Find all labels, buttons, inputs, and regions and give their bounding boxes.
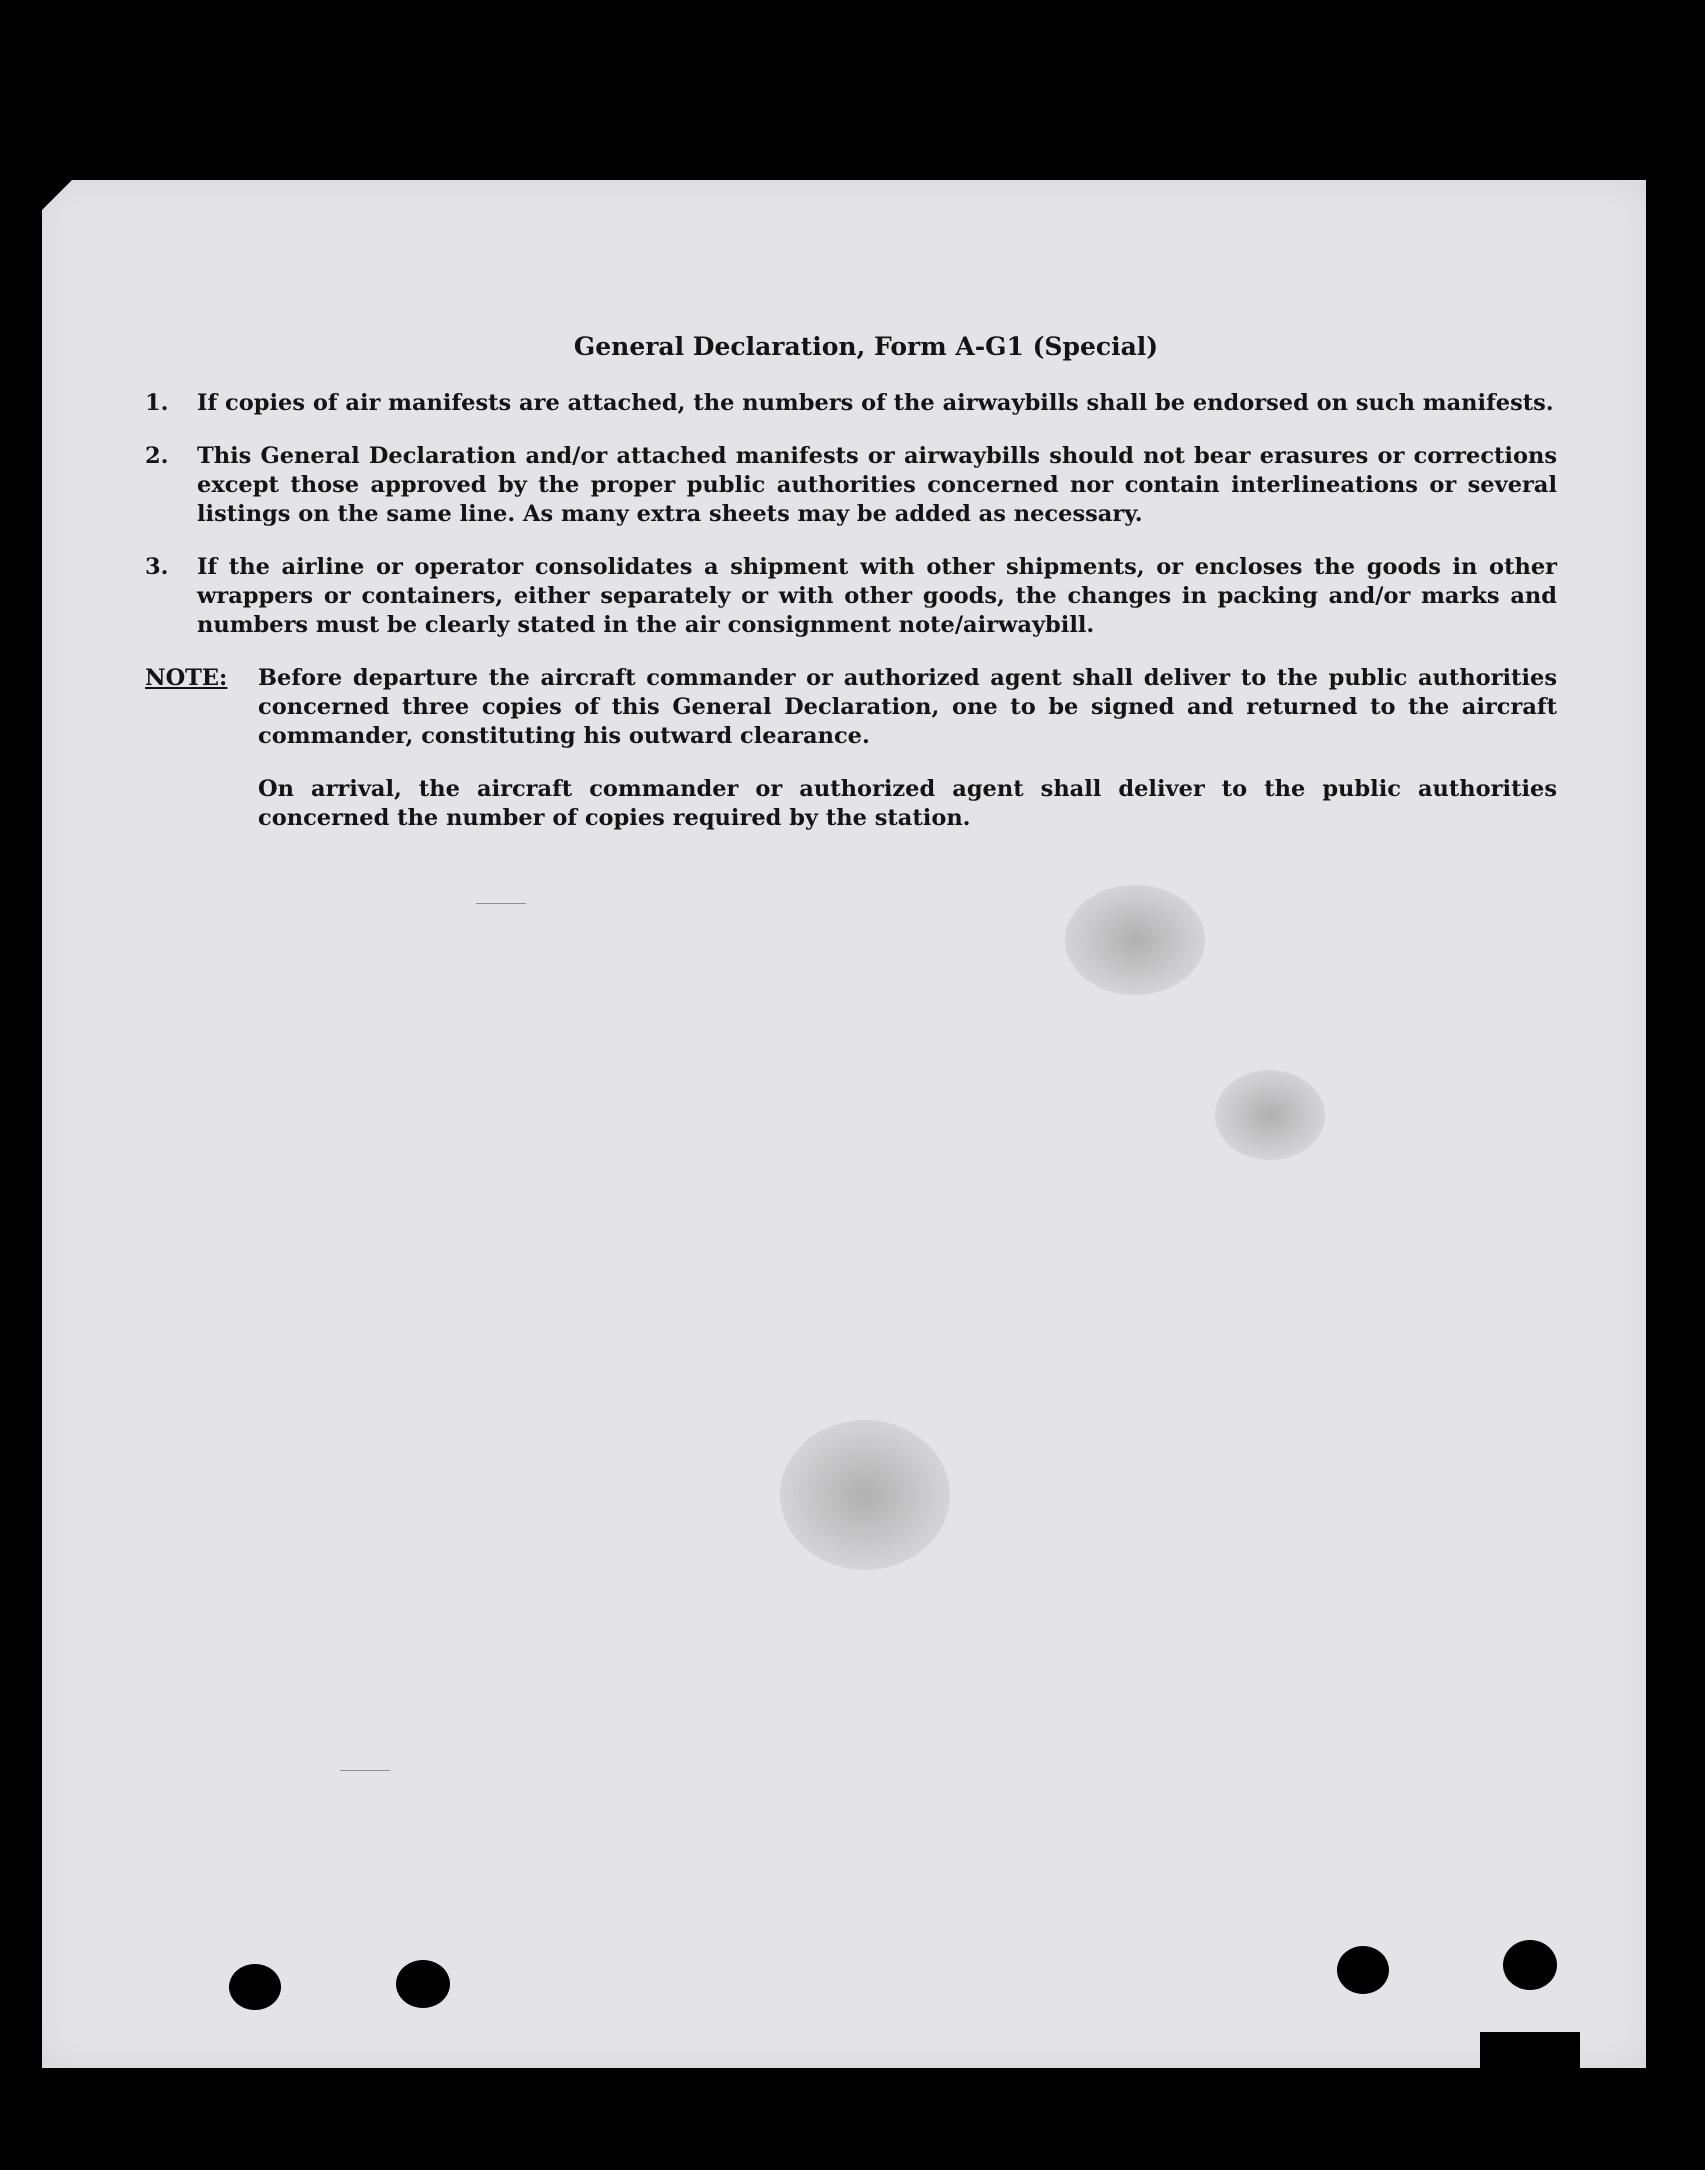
declaration-document [145, 332, 1557, 833]
stray-mark [340, 1770, 390, 1771]
note-continuation: On arrival, the aircraft commander or authorized agent shall deliver to the public authorities concerned the number of copies required by the station. [258, 776, 1557, 831]
punch-hole [1503, 1940, 1557, 1990]
ink-smudge [1215, 1070, 1325, 1160]
note-label: NOTE: [145, 665, 228, 691]
note-section [145, 664, 1557, 751]
punch-hole [1337, 1946, 1389, 1994]
punch-hole [229, 1964, 281, 2010]
instruction-item-3 [145, 553, 1557, 640]
stray-mark [476, 903, 526, 904]
item-text: If the airline or operator consolidates a shipment with other shipments, or encloses the goods in other wrappers or containers, either separately or with other goods, the changes in packing and/or marks and numbers must be clearly stated in the air consignment note/airwaybill. [197, 554, 1557, 638]
item-number: 1. [145, 390, 169, 416]
ink-smudge [780, 1420, 950, 1570]
folded-corner [42, 180, 72, 210]
instruction-item-2 [145, 442, 1557, 529]
binding-tab [1480, 2032, 1580, 2068]
item-text: If copies of air manifests are attached, the numbers of the airwaybills shall be endorsed on such manifests. [197, 390, 1554, 416]
item-number: 2. [145, 443, 169, 469]
note-text: Before departure the aircraft commander or authorized agent shall deliver to the public authorities concerned three copies of this General Declaration, one to be signed and returned to the aircraft commander, constituting his outward clearance. [258, 665, 1557, 749]
item-number: 3. [145, 554, 169, 580]
instruction-item-1 [145, 389, 1557, 418]
item-text: This General Declaration and/or attached manifests or airwaybills should not bear erasures or corrections except those approved by the proper public authorities concerned nor contain interlineations or several listings on the same line. As many extra sheets may be added as necessary. [197, 443, 1557, 527]
document-title: General Declaration, Form A-G1 (Special) [573, 332, 1159, 361]
ink-smudge [1065, 885, 1205, 995]
punch-hole [396, 1960, 450, 2008]
